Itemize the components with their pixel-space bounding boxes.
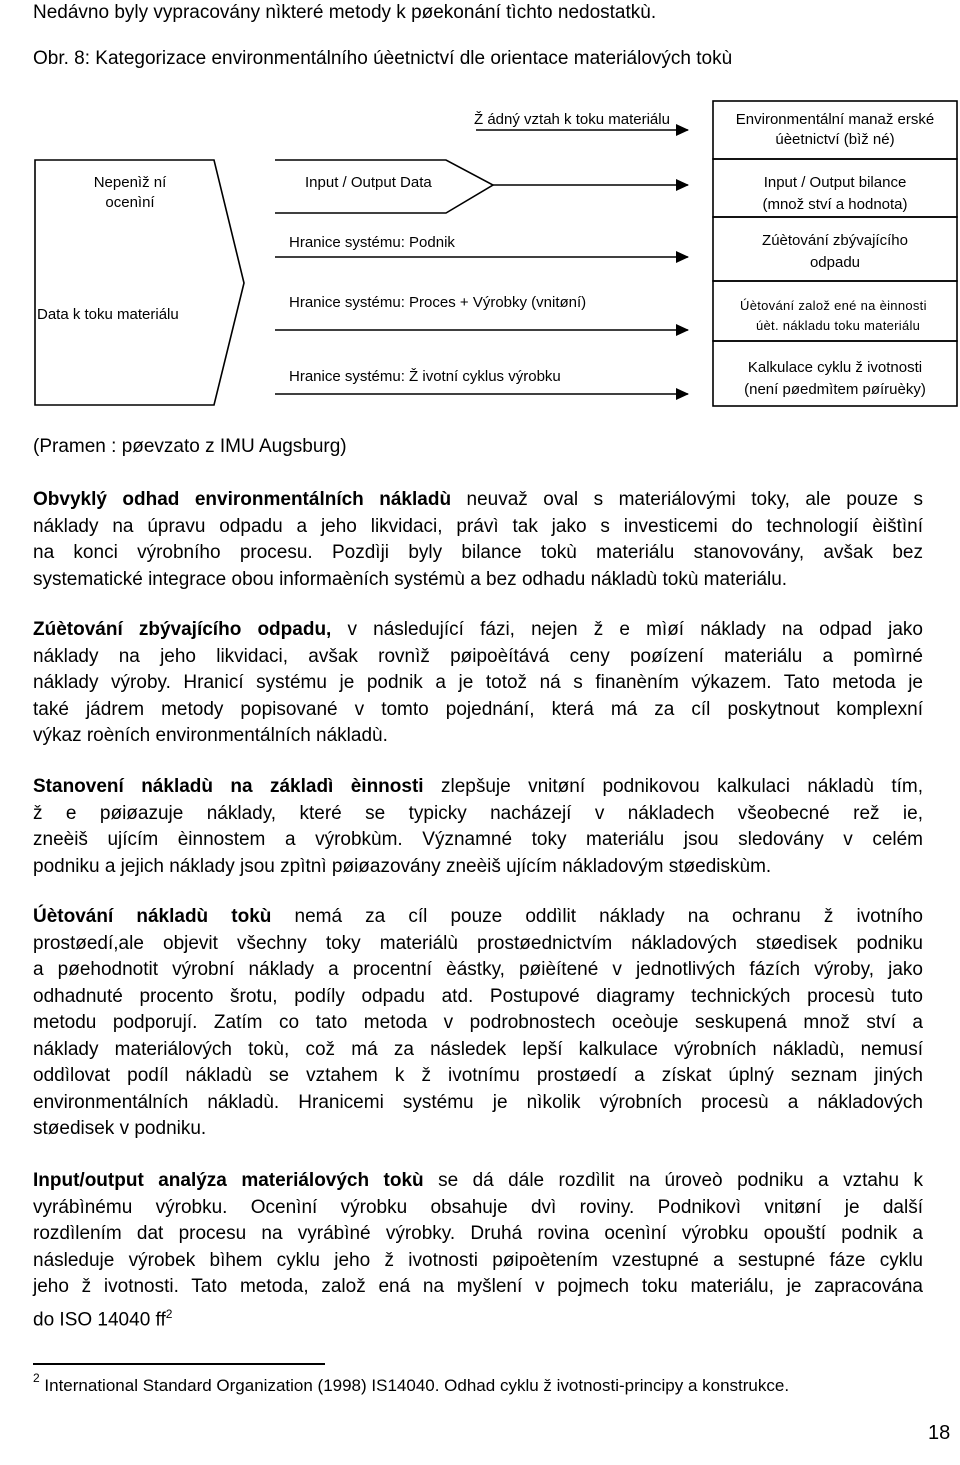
right-kalk-line1: Kalkulace cyklu ž ivotnosti <box>747 359 923 376</box>
p5-line: následuje výrobek bìhem cyklu jeho ž ivotnosti pøipoètením vzestupné a sestupné fáze cyklu <box>33 1249 923 1271</box>
paragraph-4 <box>33 904 923 1143</box>
left-top-line1: Nepenìž ní <box>93 174 167 191</box>
left-top-label <box>60 173 200 213</box>
right-io-label <box>713 172 957 216</box>
footnote-mark: 2 <box>33 1371 40 1385</box>
header-right <box>713 110 957 150</box>
p5-lead: Input/output analýza materiálových tokù <box>33 1170 424 1191</box>
p1-text: neuvaž oval s materiálovými toky, ale pouze s <box>451 489 923 510</box>
footnote-ref: 2 <box>165 1306 173 1321</box>
p2-line: výkaz roèních environmentálních nákladù. <box>33 725 388 746</box>
paragraph-3 <box>33 774 923 880</box>
left-bottom-label: Data k toku materiálu <box>37 306 179 323</box>
p4-line: metodu podporují. Zatím co tato metoda v podrobnostech oceòuje seskupená množ ství a <box>33 1012 923 1033</box>
right-odpad-line2: odpadu <box>809 254 861 271</box>
intro-line: Nedávno byly vypracovány nìkteré metody k pøekonání tìchto nedostatkù. <box>33 2 657 23</box>
p2-line: náklady na jeho likvidaci, avšak rovnìž pøipoèítává ceny poøízení materiálu a pomìrné <box>33 645 923 667</box>
p1-lead: Obvyklý odhad environmentálních nákladù <box>33 489 452 510</box>
header-right-line1: Environmentální manaž erské <box>735 111 935 128</box>
p5-line: vyrábìnému výrobku. Ocenìní výrobku obsahuje dvì roviny. Podnikovì vnitøní je další <box>33 1196 923 1218</box>
p5-text: do ISO 14040 ff <box>33 1308 166 1330</box>
p4-line: environmentálních nákladù. Hranicemi systému je nìkolik výrobních procesù a nákladových <box>33 1091 923 1113</box>
p2-line: také jádrem metody popisované v tomto pojednání, která má za cíl poskytnout komplexní <box>33 698 923 720</box>
p5-text: se dá dále rozdìlit na úroveò podniku a vztahu k <box>423 1170 923 1191</box>
mid-proces-label: Hranice systému: Proces + Výrobky (vnitøní) <box>289 294 587 311</box>
page-number: 18 <box>928 1422 951 1444</box>
p4-line: náklady materiálových tokù, což má za následek lepší kalkulace výrobních nákladù, nemusí <box>33 1038 923 1060</box>
right-ucetni-label <box>740 296 927 336</box>
p1-line: na konci výrobního procesu. Pozdìji byly bilance tokù materiálu stanovovány, avšak bez <box>33 542 923 563</box>
figure-caption: Obr. 8: Kategorizace environmentálního úèetnictví dle orientace materiálových tokù <box>33 48 733 69</box>
mid-cyklus-label: Hranice systému: Ž ivotní cyklus výrobku <box>289 368 561 385</box>
right-io-line1: Input / Output bilance <box>763 174 907 191</box>
p1-line: náklady na úpravu odpadu a jeho likvidaci, právì tak jako s investicemi do technologií èištìní <box>33 515 923 537</box>
p4-line: prostøedí,ale objevit všechny toky materiálù prostøednictvím nákladových støedisek podniku <box>33 932 923 954</box>
header-mid: Ž ádný vztah k toku materiálu <box>474 111 670 128</box>
p3-line: podniku a jejich náklady jsou zpìtnì pøiøazovány zneèiš ujícím nákladovým støediskùm. <box>33 855 772 877</box>
right-kalk-label <box>713 357 957 401</box>
source-note: (Pramen : pøevzato z IMU Augsburg) <box>33 436 347 457</box>
p4-line: odhadnuté procento šrotu, podíly odpadu atd. Postupové diagramy technických procesù tuto <box>33 985 923 1007</box>
footnote <box>33 1371 790 1396</box>
p5-line: rozdìlením dat procesu na vyrábìné výrobky. Druhá rovina ocenìní výrobku opouští podnik a <box>33 1223 923 1244</box>
p3-line <box>33 774 923 801</box>
p5-line <box>33 1301 923 1334</box>
p2-lead: Zúètování zbývajícího odpadu, <box>33 619 332 640</box>
p4-line: støedisek v podniku. <box>33 1118 207 1139</box>
p4-lead: Úètování nákladù tokù <box>33 906 272 927</box>
p5-line: jeho ž ivotnosti. Tato metoda, založ ená na myšlení v pojmech toku materiálu, je zapracována <box>33 1276 923 1297</box>
p4-line: oddìlovat podíl nákladù se vztahem k ž ivotnímu prostøedí a získat úplný seznam jiných <box>33 1065 923 1086</box>
p3-line: ž e pøiøazuje náklady, které se typicky nacházejí v nákladech všeobecné rež ie, <box>33 802 923 824</box>
right-odpad-label <box>713 230 957 274</box>
p1-line: systematické integrace obou informaèních systémù a bez odhadu nákladù tokù materiálu. <box>33 568 788 590</box>
right-odpad-line1: Zúètování zbývajícího <box>762 232 908 249</box>
p4-line <box>33 904 923 931</box>
p3-text: zlepšuje vnitøní podnikovou kalkulaci nákladù tím, <box>423 776 923 797</box>
p4-line: a pøehodnotit výrobní náklady a procentní èástky, pøièítené v jednotlivých fázích výroby, jako <box>33 959 923 980</box>
footnote-text: International Standard Organization (1998) IS14040. Odhad cyklu ž ivotnosti-principy a konstrukce. <box>39 1376 790 1395</box>
right-io-line2: (množ ství a hodnota) <box>762 196 908 213</box>
p3-line: zneèiš ujícím èinnostem a výrobkùm. Významné toky materiálu jsou sledovány v celém <box>33 829 923 850</box>
footnote-rule <box>33 1363 325 1365</box>
header-right-line2: úèetnictví (bìž né) <box>775 131 895 148</box>
paragraph-5 <box>33 1168 923 1333</box>
p4-text: nemá za cíl pouze oddìlit náklady na ochranu ž ivotního <box>271 906 923 927</box>
right-ucetni-line1: Úètování založ ené na èinnosti <box>740 298 927 313</box>
p2-text: v následující fázi, nejen ž e mìøí náklady na odpad jako <box>331 619 923 640</box>
p2-line: náklady výroby. Hranicí systému je podnik a je totož ná s finanèním výkazem. Tato metoda je <box>33 672 923 693</box>
p2-line <box>33 617 923 644</box>
right-kalk-line2: (není pøedmìtem pøíruèky) <box>744 381 926 398</box>
right-ucetni-line2: úèt. nákladu toku materiálu <box>756 318 921 333</box>
mid-io-label: Input / Output Data <box>305 174 432 191</box>
p3-lead: Stanovení nákladù na základì èinnosti <box>33 776 424 797</box>
paragraph-1 <box>33 487 923 593</box>
p5-line <box>33 1168 923 1195</box>
paragraph-2 <box>33 617 923 750</box>
p1-line <box>33 487 923 514</box>
mid-podnik-label: Hranice systému: Podnik <box>289 234 455 251</box>
left-top-line2: ocenìní <box>105 194 155 211</box>
